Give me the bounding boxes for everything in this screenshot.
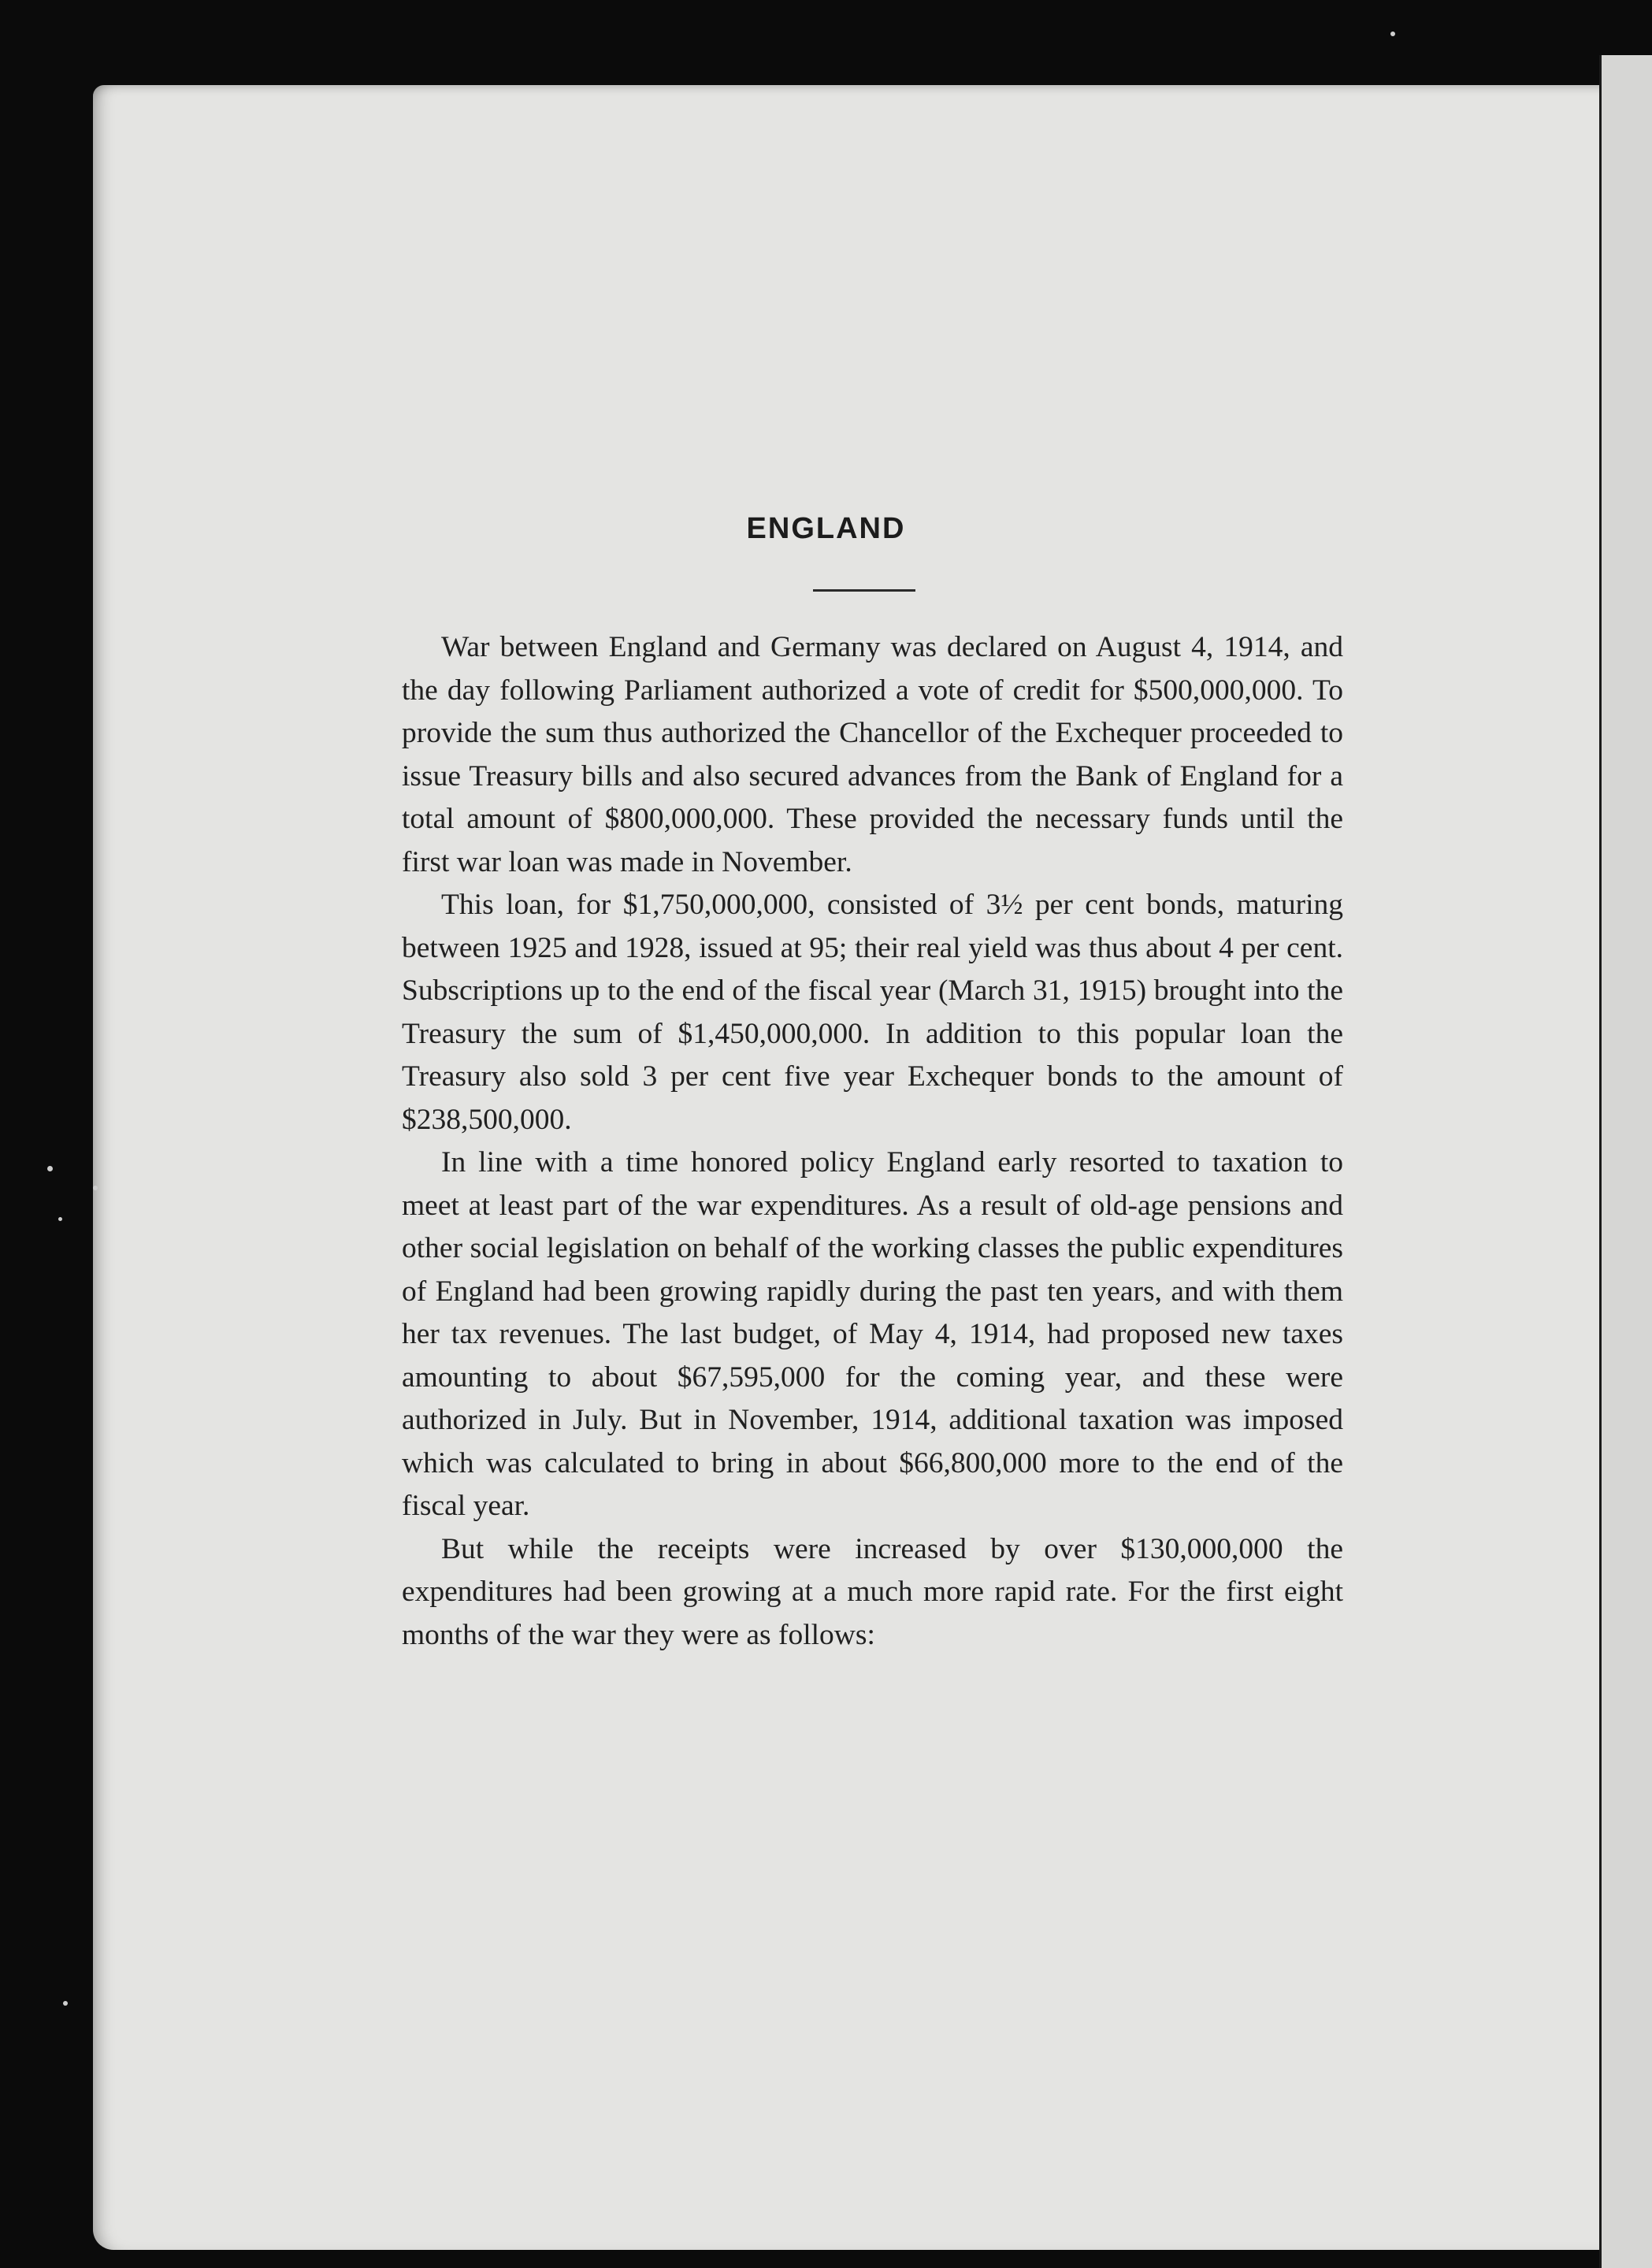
scan-speck: [47, 1166, 53, 1171]
scan-speck: [93, 1186, 98, 1190]
facing-page-edge: [1599, 55, 1652, 2268]
paragraph: But while the receipts were increased by over $130,000,000 the expenditures had been growing at a much more rapid rate. For the first eight months of the war they were as follows:: [402, 1532, 1343, 1651]
paragraph: In line with a time honored policy England early resorted to taxation to meet at least part of the war expenditures. As a result of old-age pensions and other social legislation on behalf of the working classes the public expenditures of England had been growing rapidly during the past ten years, and with them her tax revenues. The last budget, of May 4, 1914, had proposed new taxes amounting to about $67,595,000 for the coming year, and these were authorized in July. But in November, 1914, additional taxation was imposed which was calculated to bring in about $66,800,000 more to the end of the fiscal year.: [402, 1146, 1343, 1522]
paragraph: This loan, for $1,750,000,000, consisted of 3½ per cent bonds, maturing between 1925 and 1928, issued at 95; their real yield was thus about 4 per cent. Subscriptions up to the end of the fiscal year (March 31, 1915) brought into the Treasury the sum of $1,450,000,000. In addition to this popular loan the Treasury also sold 3 per cent five year Exchequer bonds to the amount of $238,500,000.: [402, 889, 1343, 1136]
page-heading: ENGLAND: [746, 512, 906, 545]
scan-speck: [63, 2001, 68, 2006]
paragraph: War between England and Germany was declared on August 4, 1914, and the day following Parliament authorized a vote of credit for $500,000,000. To provide the sum thus authorized the Chancellor of the Exchequer proceeded to issue Treasury bills and also secured advances from the Bank of England for a total amount of $800,000,000. These provided the necessary funds until the first war loan was made in November.: [402, 631, 1343, 878]
scan-speck: [58, 1217, 62, 1221]
scan-speck: [1390, 32, 1395, 36]
body-text: [402, 626, 1343, 1657]
heading-rule: [813, 589, 915, 592]
